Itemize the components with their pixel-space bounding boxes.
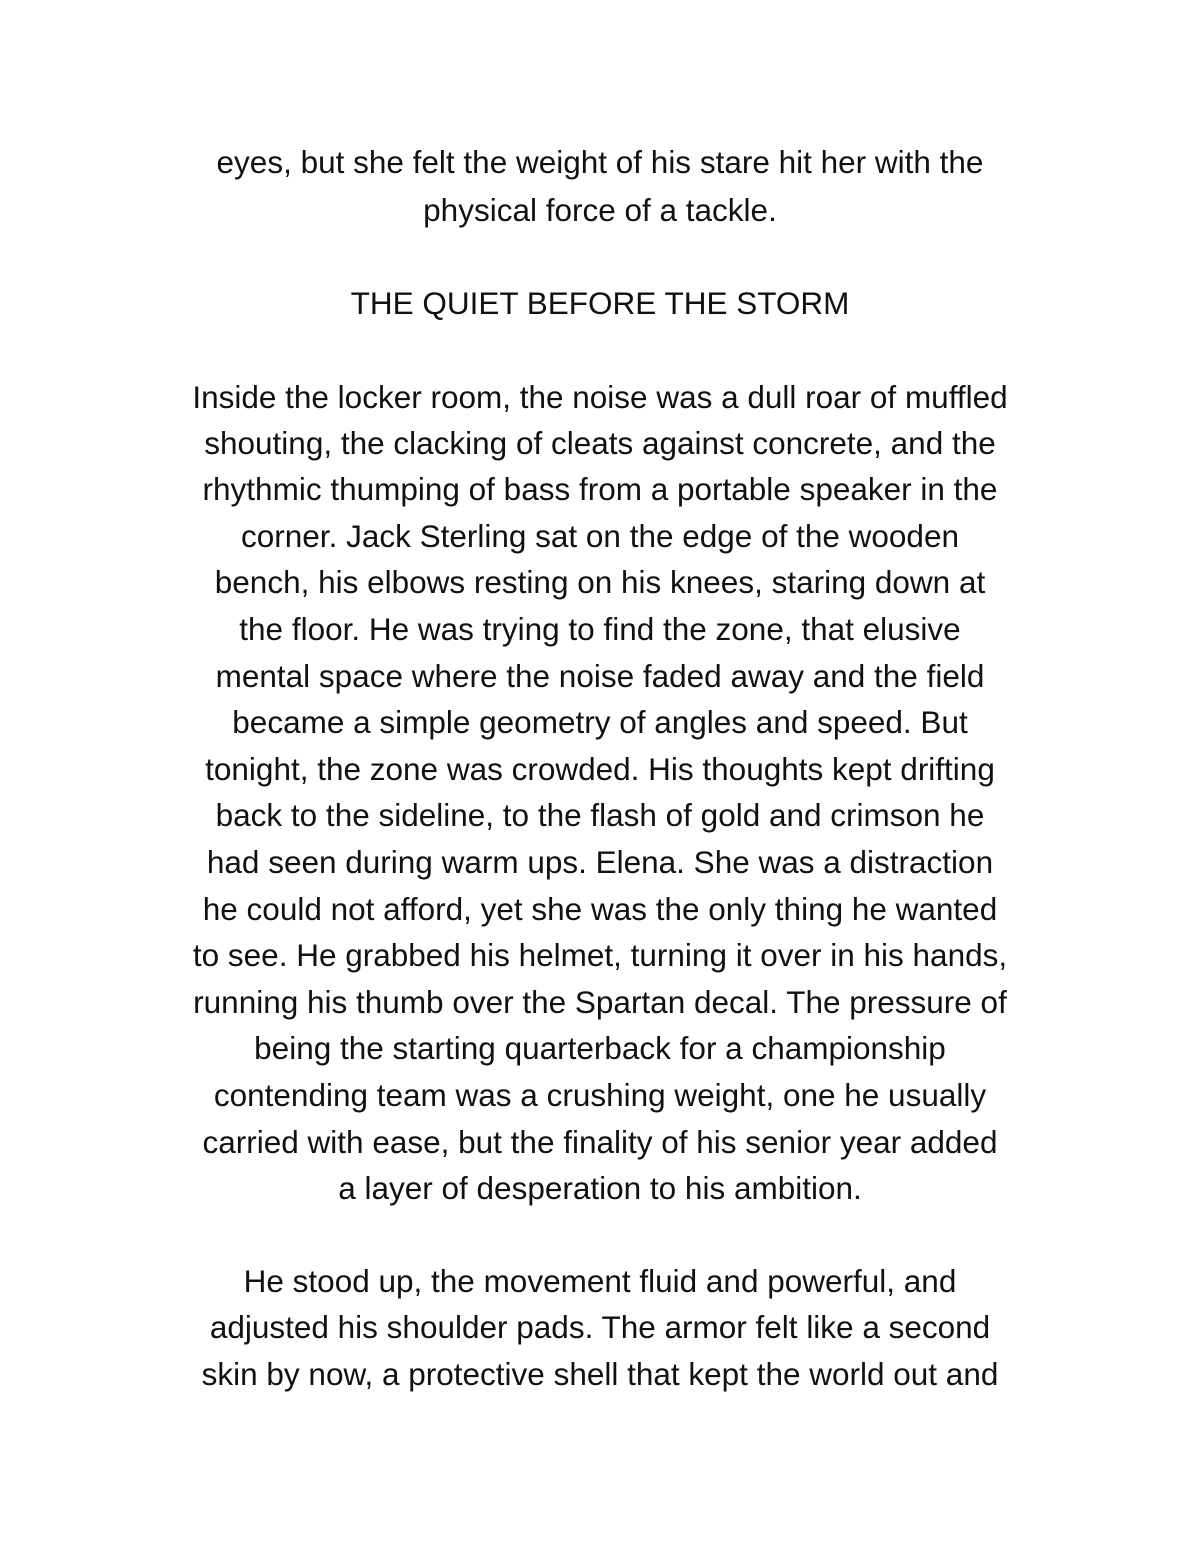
- text-line: corner. Jack Sterling sat on the edge of the wooden: [241, 518, 959, 554]
- text-line: a layer of desperation to his ambition.: [338, 1170, 862, 1206]
- text-line: eyes, but she felt the weight of his stare hit her with the: [216, 144, 984, 180]
- text-line: contending team was a crushing weight, one he usually: [213, 1077, 987, 1113]
- text-line: tonight, the zone was crowded. His thoughts kept drifting: [205, 751, 995, 787]
- text-line: mental space where the noise faded away and the field: [215, 658, 985, 694]
- text-line: to see. He grabbed his helmet, turning it over in his hands,: [192, 937, 1008, 973]
- text-line: carried with ease, but the finality of his senior year added: [202, 1124, 998, 1160]
- text-line: he could not afford, yet she was the only thing he wanted: [202, 891, 998, 927]
- text-line: running his thumb over the Spartan decal. The pressure of: [193, 984, 1007, 1020]
- text-line: Inside the locker room, the noise was a dull roar of muffled: [192, 379, 1008, 415]
- text-line: He stood up, the movement fluid and powerful, and: [243, 1263, 957, 1299]
- text-line: adjusted his shoulder pads. The armor felt like a second: [209, 1309, 991, 1345]
- text-line: skin by now, a protective shell that kept the world out and: [201, 1356, 999, 1392]
- text-line: back to the sideline, to the flash of gold and crimson he: [215, 797, 985, 833]
- text-line: became a simple geometry of angles and speed. But: [232, 704, 968, 740]
- text-line: physical force of a tackle.: [423, 192, 777, 228]
- text-line: rhythmic thumping of bass from a portable speaker in the: [202, 471, 998, 507]
- text-line: being the starting quarterback for a championship: [254, 1030, 946, 1066]
- section-heading: THE QUIET BEFORE THE STORM: [350, 285, 850, 321]
- text-line: bench, his elbows resting on his knees, staring down at: [214, 564, 986, 600]
- text-line: had seen during warm ups. Elena. She was a distraction: [206, 844, 994, 880]
- text-line: the floor. He was trying to find the zone, that elusive: [239, 611, 961, 647]
- text-line: shouting, the clacking of cleats against concrete, and the: [204, 425, 996, 461]
